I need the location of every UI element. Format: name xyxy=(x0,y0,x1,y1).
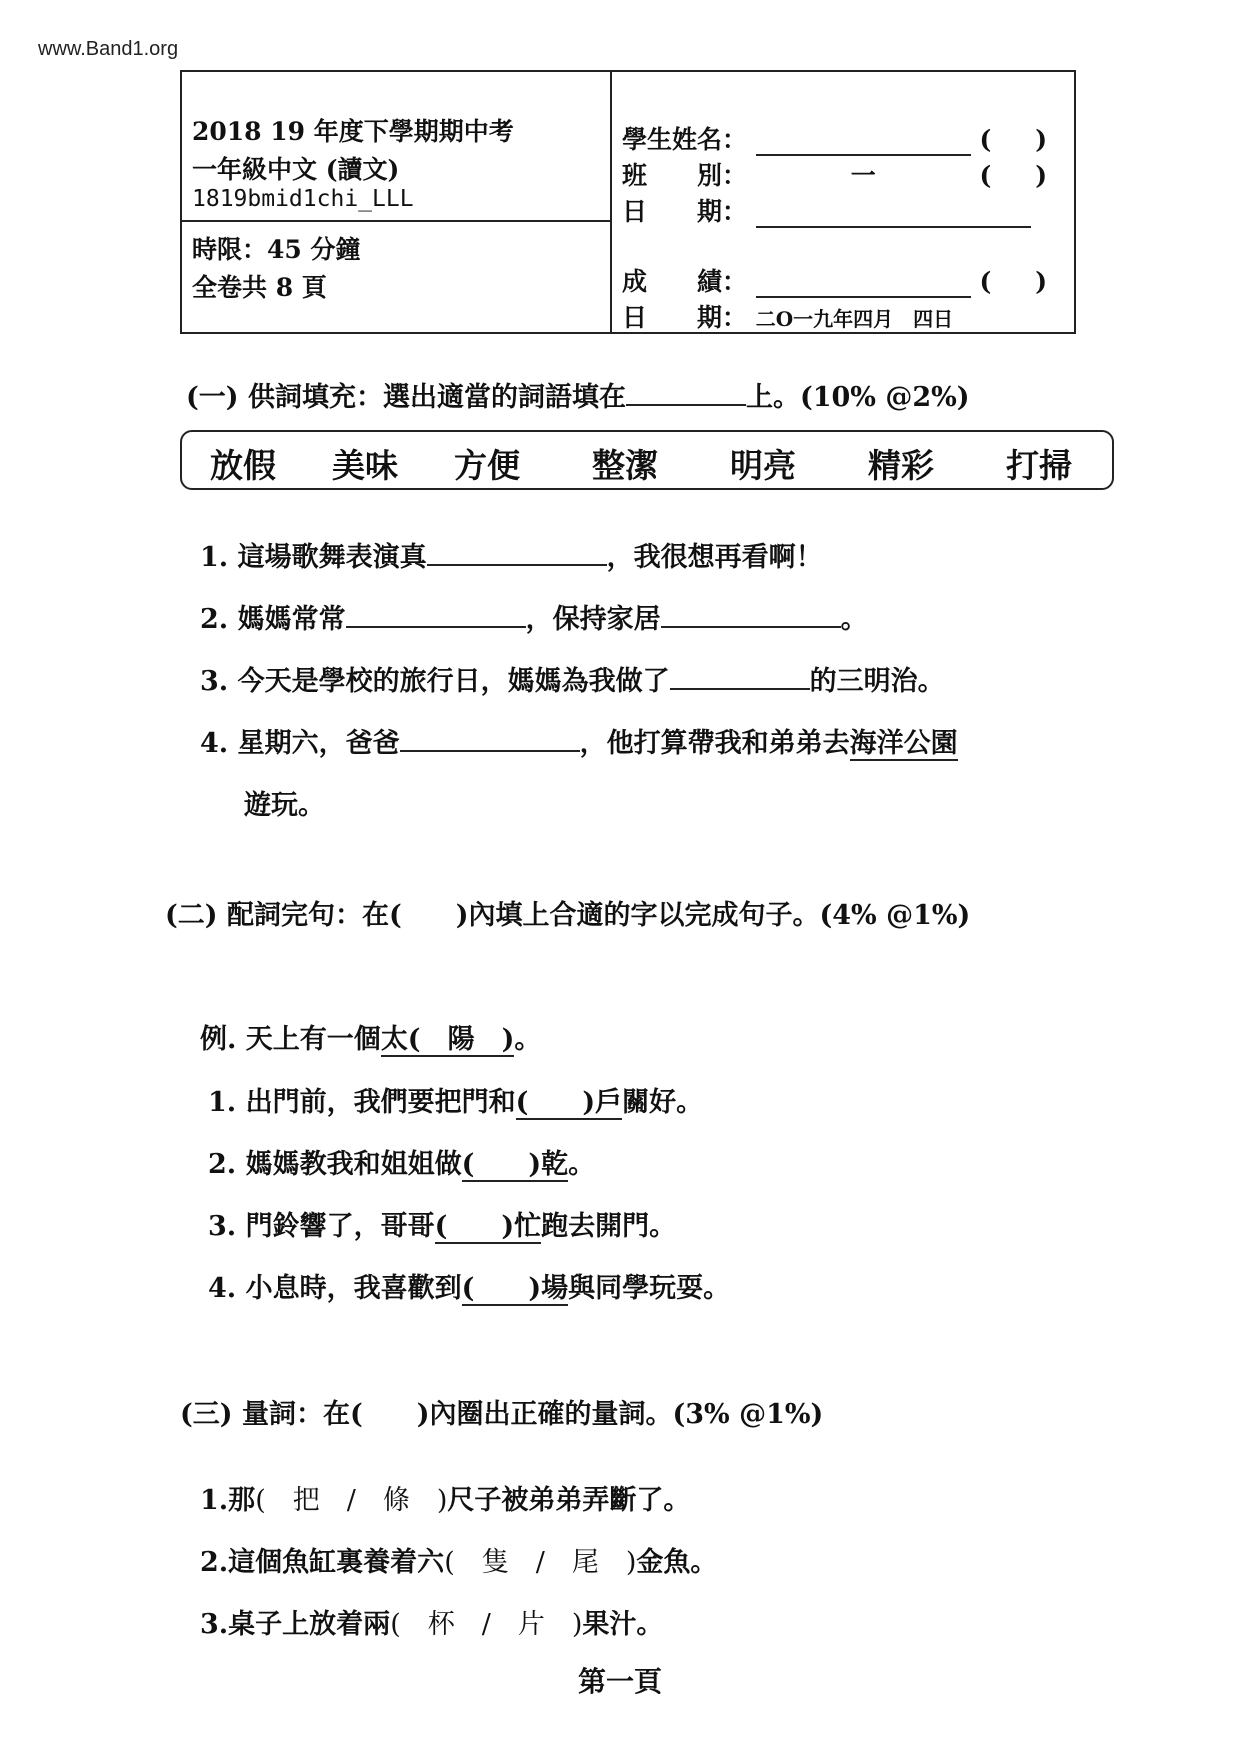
section1-title-blank xyxy=(626,378,746,406)
student-number-close: ) xyxy=(1035,125,1048,154)
date2-value: 二O一九年四月 四日 xyxy=(756,303,1031,334)
date2-row xyxy=(622,298,1031,334)
page-count: 全卷共 8 頁 xyxy=(192,273,327,302)
s2-example-text-b: 。 xyxy=(514,1024,542,1055)
s3-q1-text-b: 尺子被弟弟弄斷了。 xyxy=(447,1485,691,1516)
word-bank xyxy=(180,430,1114,490)
s2-q2-text-a: 2. 媽媽教我和姐姐做 xyxy=(208,1149,462,1180)
s2-question-1 xyxy=(208,1080,703,1119)
s2-q4-text-a: 4. 小息時，我喜歡到 xyxy=(208,1273,462,1304)
s2-example-word: 太( 陽 ) xyxy=(380,1024,515,1055)
s2-q1-answer[interactable]: ( )戶 xyxy=(515,1087,623,1118)
section1-title xyxy=(186,375,970,414)
s3-q2-options[interactable]: ( 隻 / 尾 ) xyxy=(444,1547,637,1578)
page-number: 第一頁 xyxy=(577,1665,662,1698)
s1-q2-text-c: 。 xyxy=(840,604,868,635)
date-label: 日 期： xyxy=(622,197,748,226)
class-number-open: ( xyxy=(979,161,992,190)
s1-q4-text-b: ，他打算帶我和弟弟去 xyxy=(579,728,850,759)
date-field[interactable] xyxy=(756,226,1031,228)
word-bank-item: 整潔 xyxy=(592,446,658,485)
s2-q3-text-a: 3. 門鈴響了，哥哥 xyxy=(208,1211,435,1242)
s1-q4-text-a: 4. 星期六，爸爸 xyxy=(200,728,400,759)
word-bank-item: 方便 xyxy=(454,446,520,485)
s2-question-4 xyxy=(208,1266,730,1305)
header-box xyxy=(180,70,1076,334)
class-value: 一 xyxy=(850,161,876,190)
s1-q3-text-a: 3. 今天是學校的旅行日，媽媽為我做了 xyxy=(200,666,670,697)
s1-q4-place: 海洋公園 xyxy=(849,728,958,759)
s1-q1-text-b: ，我很想再看啊！ xyxy=(606,542,823,573)
s3-question-1 xyxy=(200,1478,690,1517)
class-row xyxy=(622,156,1047,192)
s2-q1-text-b: 關好。 xyxy=(622,1087,704,1118)
s3-question-3 xyxy=(200,1602,663,1641)
student-name-row xyxy=(622,120,1047,156)
s1-q2-blank-2[interactable] xyxy=(661,600,841,628)
s1-q1-text-a: 1. 這場歌舞表演真 xyxy=(200,542,427,573)
s1-q2-text-a: 2. 媽媽常常 xyxy=(200,604,346,635)
date-row xyxy=(622,192,1031,228)
s1-q2-blank-1[interactable] xyxy=(346,600,526,628)
s1-q4-continued: 遊玩。 xyxy=(244,790,325,821)
s2-q4-answer[interactable]: ( )場 xyxy=(461,1273,569,1304)
s3-q2-text-b: 金魚。 xyxy=(636,1547,718,1578)
section3-title: (三) 量詞：在( )內圈出正確的量詞。(3% @1%) xyxy=(180,1399,824,1430)
s2-q2-answer[interactable]: ( )乾 xyxy=(461,1149,569,1180)
s3-q1-text-a: 1.那 xyxy=(200,1485,256,1516)
divider-vertical xyxy=(610,72,612,332)
s3-q3-text-b: 果汁。 xyxy=(582,1609,664,1640)
s2-example-text-a: 例. 天上有一個 xyxy=(200,1024,381,1055)
site-watermark: www.Band1.org xyxy=(38,38,179,60)
s1-question-2 xyxy=(200,597,868,636)
word-bank-item: 放假 xyxy=(210,446,276,485)
exam-title: 2018 19 年度下學期期中考 xyxy=(192,117,514,146)
score-row xyxy=(622,262,1047,298)
word-bank-item: 美味 xyxy=(332,446,398,485)
student-number-open: ( xyxy=(979,125,992,154)
s1-q1-blank[interactable] xyxy=(427,538,607,566)
s3-q1-options[interactable]: ( 把 / 條 ) xyxy=(255,1485,448,1516)
s2-question-3 xyxy=(208,1204,676,1243)
s1-question-3 xyxy=(200,659,945,698)
date2-label: 日 期： xyxy=(622,303,748,332)
word-bank-item: 打掃 xyxy=(1006,446,1072,485)
subject: 一年級中文 (讀文) xyxy=(192,155,400,184)
section2-title: (二) 配詞完句：在( )內填上合適的字以完成句子。(4% @1%) xyxy=(165,900,971,931)
s2-q3-answer[interactable]: ( )忙 xyxy=(434,1211,542,1242)
class-number-close: ) xyxy=(1035,161,1048,190)
s3-q3-options[interactable]: ( 杯 / 片 ) xyxy=(390,1609,583,1640)
word-bank-item: 明亮 xyxy=(730,446,796,485)
s1-q4-blank[interactable] xyxy=(400,724,580,752)
s2-q4-text-b: 與同學玩耍。 xyxy=(568,1273,731,1304)
class-label: 班 別： xyxy=(622,161,748,190)
student-name-label: 學生姓名： xyxy=(622,125,748,154)
divider-horizontal xyxy=(182,220,610,222)
s1-q3-blank[interactable] xyxy=(670,662,810,690)
s3-q3-text-a: 3.桌子上放着兩 xyxy=(200,1609,391,1640)
time-limit: 時限：45 分鐘 xyxy=(192,235,361,264)
s1-q3-text-b: 的三明治。 xyxy=(809,666,945,697)
s1-question-4 xyxy=(200,721,958,760)
s2-q3-text-b: 跑去開門。 xyxy=(541,1211,677,1242)
score-paren-open: ( xyxy=(979,267,992,296)
word-bank-item: 精彩 xyxy=(868,446,934,485)
s2-q2-text-b: 。 xyxy=(568,1149,596,1180)
s2-example xyxy=(200,1017,541,1056)
score-paren-close: ) xyxy=(1035,267,1048,296)
s2-question-2 xyxy=(208,1142,595,1181)
s2-q1-text-a: 1. 出門前，我們要把門和 xyxy=(208,1087,516,1118)
exam-code: 1819bmid1chi_LLL xyxy=(192,186,414,212)
s1-question-1 xyxy=(200,535,823,574)
s3-question-2 xyxy=(200,1540,717,1579)
s1-q2-text-b: ，保持家居 xyxy=(525,604,661,635)
section1-title-a: (一) 供詞填充：選出適當的詞語填在 xyxy=(186,382,626,413)
section1-title-b: 上。(10% @2%) xyxy=(745,382,970,413)
score-label: 成 績： xyxy=(622,267,748,296)
s3-q2-text-a: 2.這個魚缸裏養着六 xyxy=(200,1547,445,1578)
